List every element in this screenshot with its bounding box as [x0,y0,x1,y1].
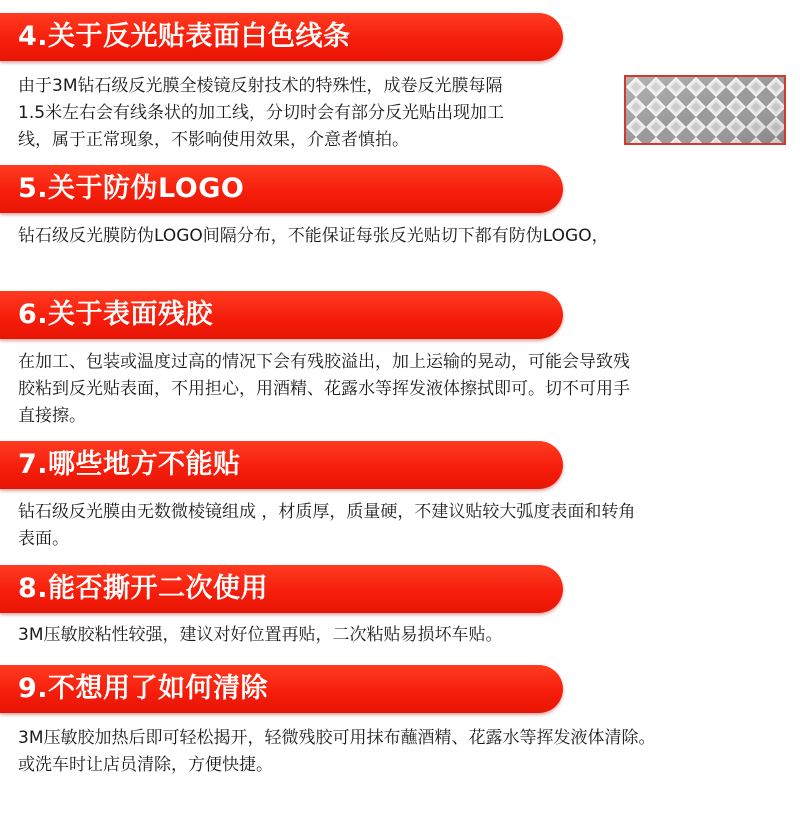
section-6-line-1: 在加工、包装或温度过高的情况下会有残胶溢出，加上运输的晃动，可能会导致残 [18,352,630,372]
reflective-film-sample-image [624,75,786,145]
section-8-title: 8.能否撕开二次使用 [18,573,269,604]
section-4-line-2: 1.5米左右会有线条状的加工线，分切时会有部分反光贴出现加工 [18,103,505,123]
section-6-title: 6.关于表面残胶 [18,299,214,330]
section-9-banner [0,665,563,713]
section-6-line-2: 胶粘到反光贴表面，不用担心，用酒精、花露水等挥发液体擦拭即可。切不可用手 [18,379,630,399]
section-5-title: 5.关于防伪LOGO [18,173,245,204]
section-9-text [18,725,655,779]
section-7-text [18,499,635,553]
section-7-title: 7.哪些地方不能贴 [18,449,241,480]
section-5-text [18,223,609,250]
section-9-title: 9.不想用了如何清除 [18,673,269,704]
section-4-banner [0,13,563,61]
section-4-text [18,73,504,154]
section-7-line-1: 钻石级反光膜由无数微棱镜组成 ，材质厚，质量硬，不建议贴较大弧度表面和转角 [18,502,636,522]
section-4-line-3: 线，属于正常现象，不影响使用效果，介意者慎拍。 [18,130,409,150]
section-6-line-3: 直接擦。 [18,406,86,426]
section-6-banner [0,291,563,339]
section-5-banner [0,165,563,213]
section-8-line-1: 3M压敏胶粘性较强，建议对好位置再贴，二次粘贴易损坏车贴。 [18,625,503,645]
section-7-banner [0,441,563,489]
section-9-line-2: 或洗车时让店员清除，方便快捷。 [18,755,273,775]
section-5-line-1: 钻石级反光膜防伪LOGO间隔分布，不能保证每张反光贴切下都有防伪LOGO， [18,226,609,246]
section-6-text [18,349,630,430]
section-7-line-2: 表面。 [18,529,69,549]
section-8-banner [0,565,563,613]
section-8-text [18,622,502,649]
section-4-line-1: 由于3M钻石级反光膜全棱镜反射技术的特殊性，成卷反光膜每隔 [18,76,503,96]
section-9-line-1: 3M压敏胶加热后即可轻松揭开，轻微残胶可用抹布蘸酒精、花露水等挥发液体清除。 [18,728,656,748]
section-4-title: 4.关于反光贴表面白色线条 [18,21,351,52]
